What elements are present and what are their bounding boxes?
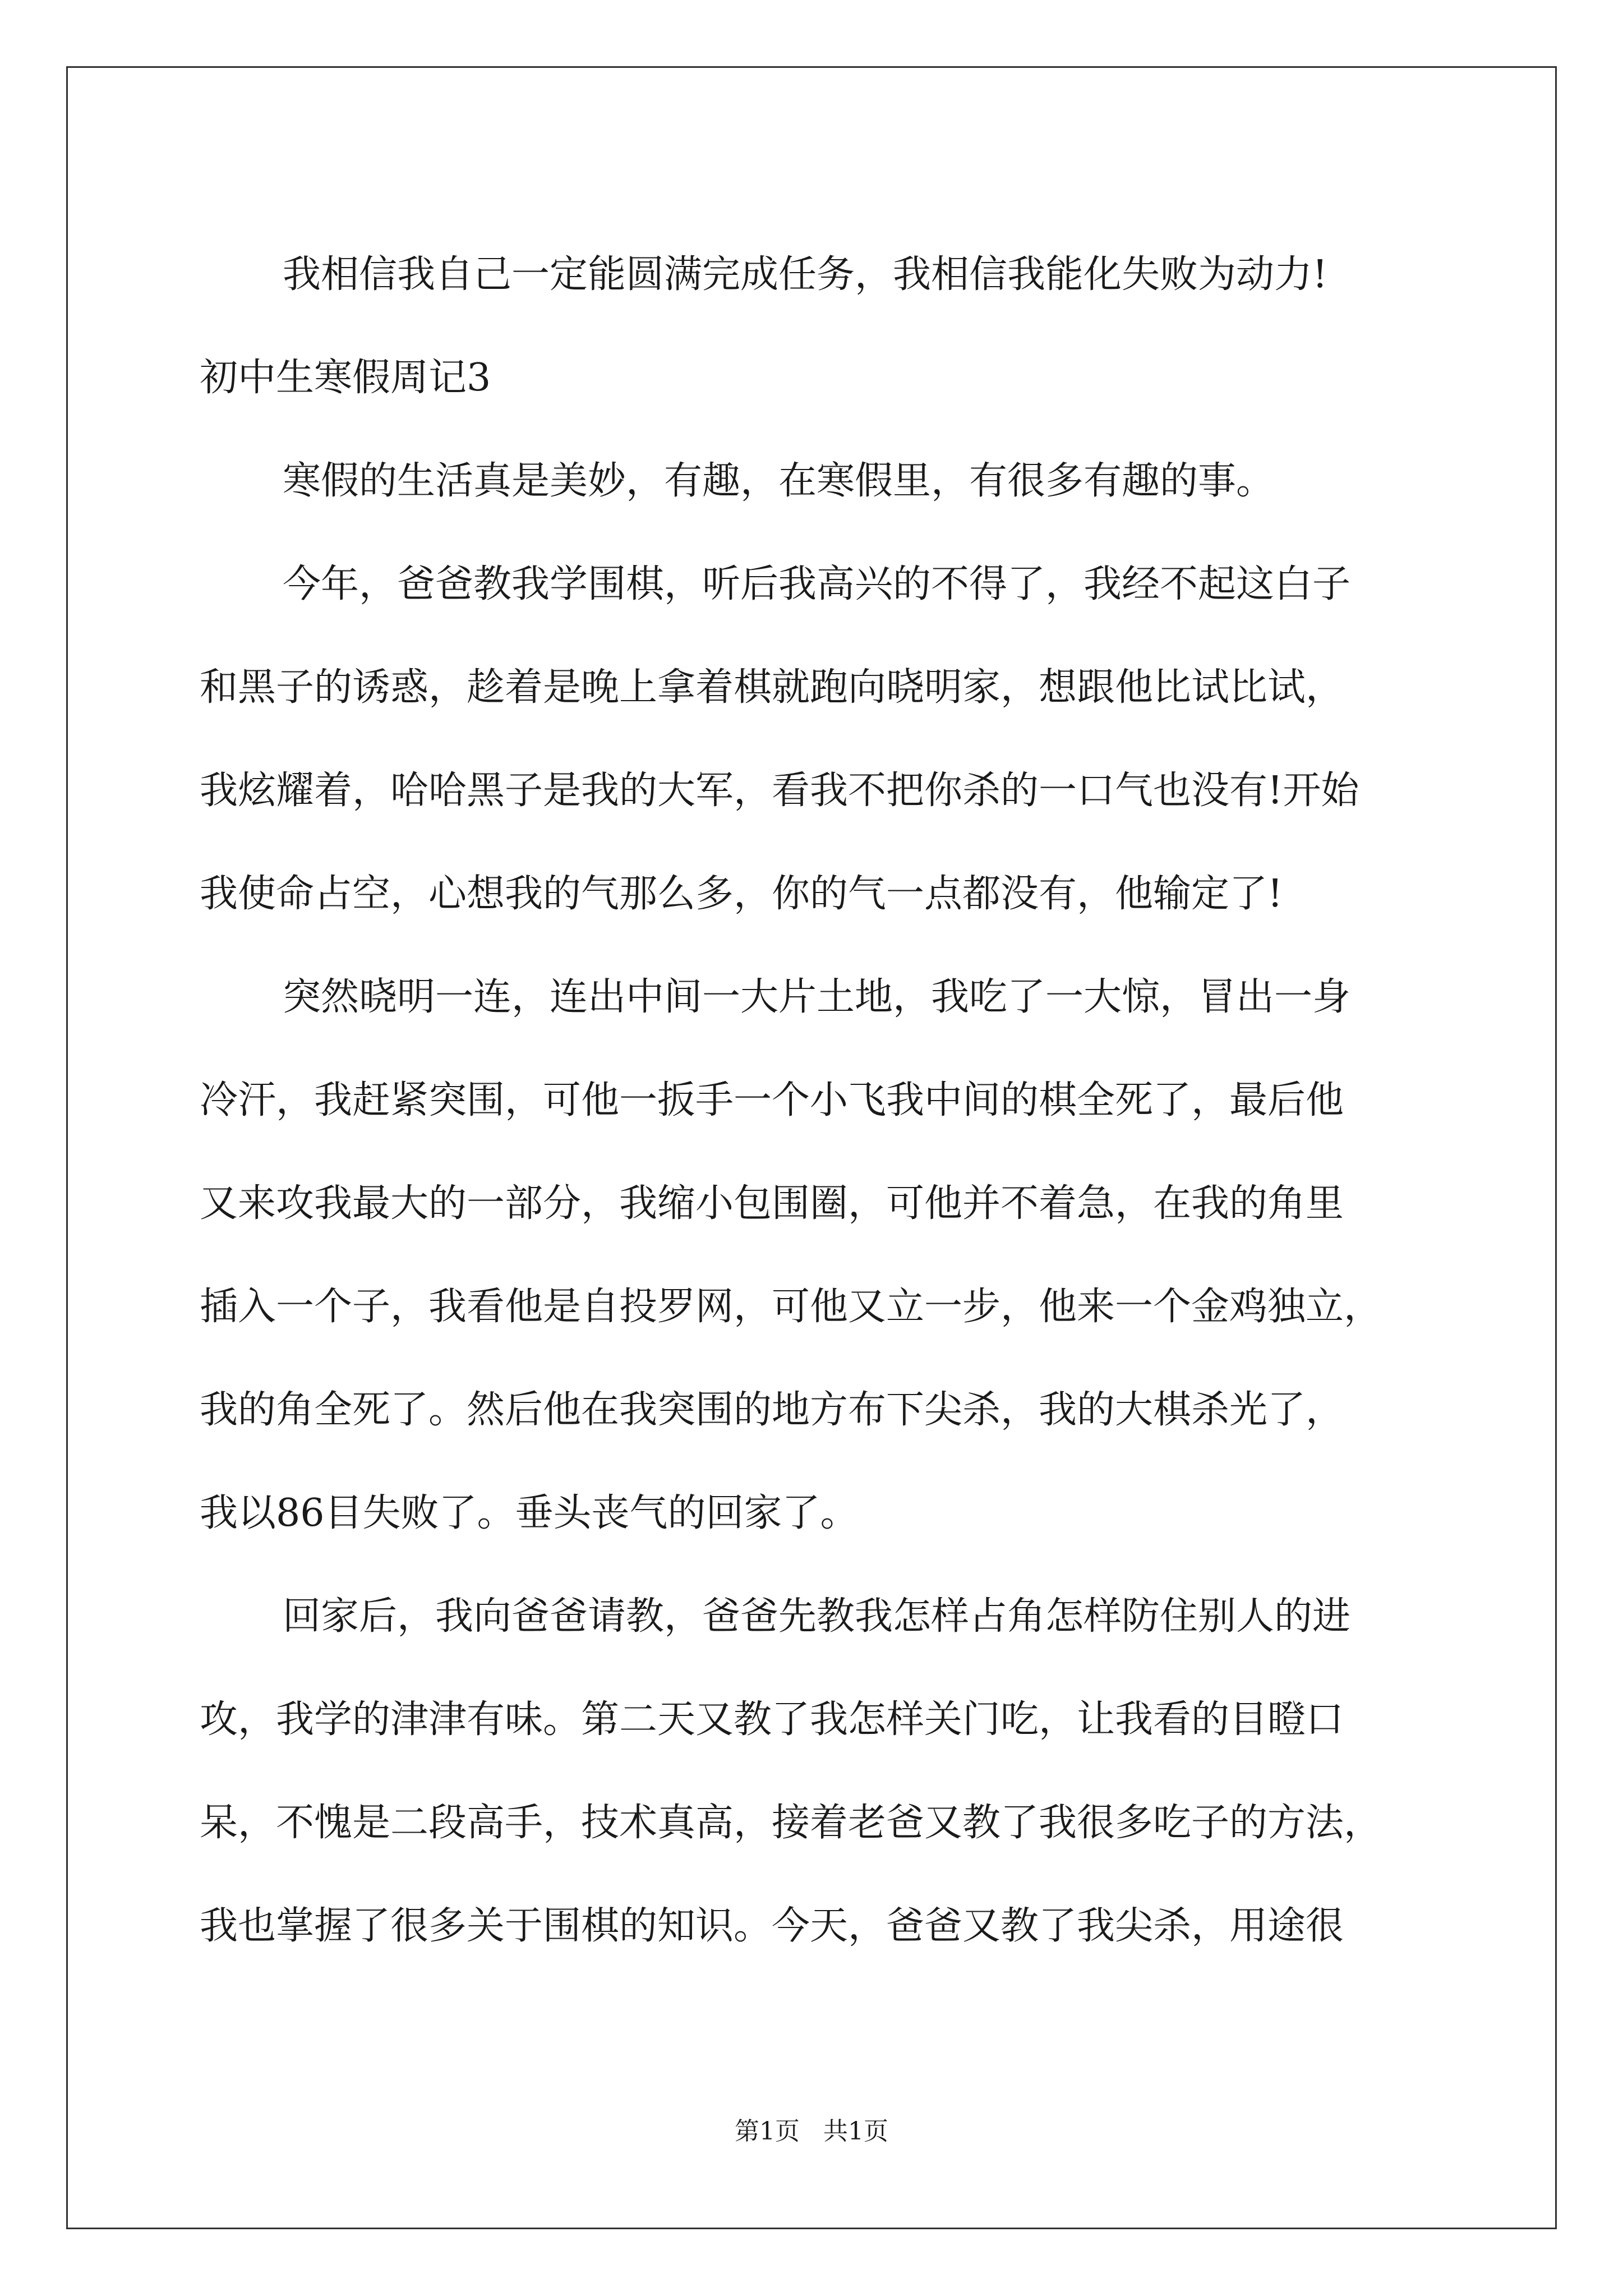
text-line: 我的角全死了。然后他在我突围的地方布下尖杀，我的大棋杀光了， (200, 1388, 1344, 1432)
page-number-footer: 第1页 共1页 (735, 2117, 888, 2146)
text-line: 寒假的生活真是美妙，有趣，在寒假里，有很多有趣的事。 (283, 459, 1275, 503)
text-line: 呆，不愧是二段高手，技术真高，接着老爸又教了我很多吃子的方法， (200, 1801, 1382, 1845)
text-line: 我以86目失败了。垂头丧气的回家了。 (200, 1491, 859, 1535)
text-line: 我相信我自己一定能圆满完成任务，我相信我能化失败为动力! (283, 252, 1328, 297)
text-line: 冷汗，我赶紧突围，可他一扳手一个小飞我中间的棋全死了，最后他 (200, 1078, 1344, 1122)
text-line: 插入一个子，我看他是自投罗网，可他又立一步，他来一个金鸡独立， (200, 1285, 1382, 1329)
text-line: 我使命占空，心想我的气那么多，你的气一点都没有，他输定了! (200, 872, 1283, 916)
text-line: 回家后，我向爸爸请教，爸爸先教我怎样占角怎样防住别人的进 (283, 1594, 1351, 1639)
text-line: 我也掌握了很多关于围棋的知识。今天，爸爸又教了我尖杀，用途很 (200, 1904, 1344, 1948)
text-line: 又来攻我最大的一部分，我缩小包围圈，可他并不着急，在我的角里 (200, 1181, 1344, 1226)
text-line: 突然晓明一连，连出中间一大片土地，我吃了一大惊，冒出一身 (283, 975, 1351, 1019)
text-line: 和黑子的诱惑，趁着是晚上拿着棋就跑向晓明家，想跟他比试比试， (200, 665, 1344, 710)
text-line: 攻，我学的津津有味。第二天又教了我怎样关门吃，让我看的目瞪口 (200, 1697, 1344, 1742)
section-heading: 初中生寒假周记3 (200, 356, 491, 400)
text-line: 我炫耀着，哈哈黑子是我的大军，看我不把你杀的一口气也没有!开始 (200, 769, 1359, 813)
text-line: 今年，爸爸教我学围棋，听后我高兴的不得了，我经不起这白子 (283, 562, 1351, 606)
document-body (200, 223, 1467, 1978)
